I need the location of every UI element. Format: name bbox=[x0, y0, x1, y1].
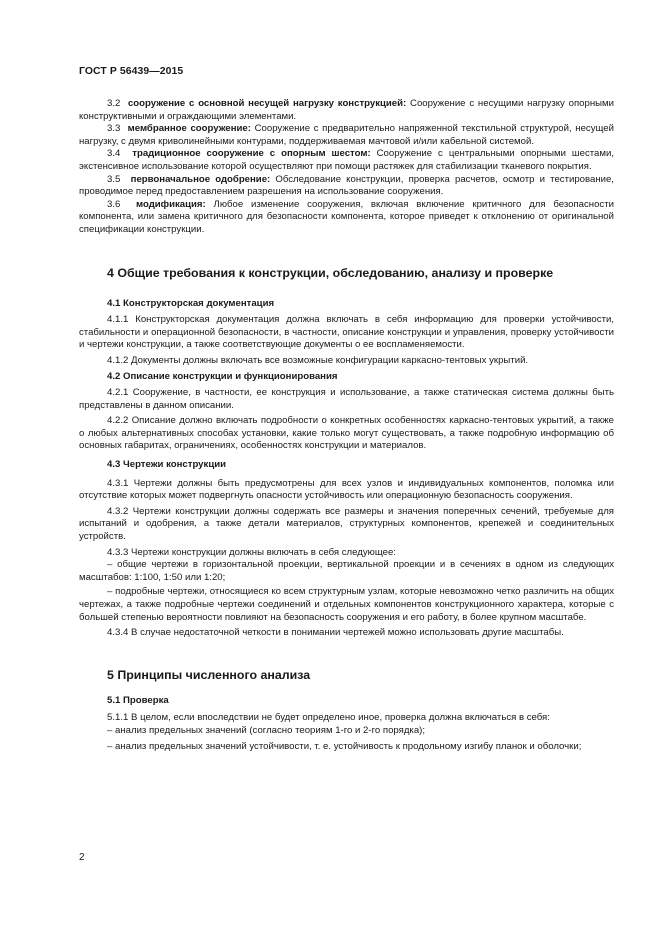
definition-3-5: 3.5 первоначальное одобрение: Обследование конструкции, проверка расчетов, осмотр и тестирование, проводимое перед предоставлением разрешения на использование сооружения. bbox=[79, 173, 614, 198]
definition-3-6: 3.6 модификация: Любое изменение сооружения, включая включение критичного для безопасности компонента, или замена критичного для безопасности компонента, которое приведет к отклонению от оригинальной спецификации конструкции. bbox=[79, 198, 614, 235]
term: первоначальное одобрение: bbox=[130, 173, 271, 185]
subsection-4-3-heading: 4.3 Чертежи конструкции bbox=[107, 459, 227, 471]
definition-3-4: 3.4 традиционное сооружение с опорным шестом: Сооружение с центральными опорными шестами, экстенсивное использование которой осуществляют при помощи растяжек для стабилизации тканевого покрытия. bbox=[79, 148, 614, 172]
paragraph-4-3-2: 4.3.2 Чертежи конструкции должны содержать все размеры и значения поперечных сечений, требуемые для испытаний и одобрения, а также детали материалов, структурных компонентов, крепежей и соединительных устройств. bbox=[79, 505, 614, 543]
definition-3-2: 3.2 сооружение с основной несущей нагрузку конструкцией: Сооружение с несущими нагрузку опорными конструктивными и ограждающими элементами. bbox=[79, 98, 614, 122]
section-5-heading: 5 Принципы численного анализа bbox=[107, 667, 311, 682]
paragraph-4-1-2: 4.1.2 Документы должны включать все возможные конфигурации каркасно-тентовых укрытий. bbox=[107, 354, 529, 366]
term: мембранное сооружение: bbox=[127, 123, 251, 135]
page-number: 2 bbox=[79, 852, 85, 863]
section-4-heading: 4 Общие требования к конструкции, обследованию, анализу и проверке bbox=[107, 265, 554, 280]
term: сооружение с основной несущей нагрузку конструкцией: bbox=[127, 98, 407, 109]
definition-3-3: 3.3 мембранное сооружение: Сооружение с предварительно напряженной текстильной структурой, несущей нагрузку, с двумя криволинейными контурами, поддерживаемая мачтовой и/или кабельной системой. bbox=[79, 123, 615, 147]
paragraph-4-3-3: 4.3.3 Чертежи конструкции должны включать в себя следующее: bbox=[107, 546, 396, 558]
list-item-4-3-3-b: – подробные чертежи, относящиеся ко всем структурным узлам, которые невозможно четко различить на общих чертежах, а также подробные чертежи соединений и отдельных компонентов конструкционного характера, которые с большей степенью вероятности повлияют на безопасность сооружения и его работу, в более крупном масштабе. bbox=[79, 586, 614, 623]
term: традиционное сооружение с опорным шестом: bbox=[132, 148, 371, 160]
term: модификация: bbox=[135, 198, 206, 210]
page-content bbox=[79, 98, 614, 753]
subsection-4-2-heading: 4.2 Описание конструкции и функционирования bbox=[107, 370, 338, 382]
paragraph-4-3-1: 4.3.1 Чертежи должны быть предусмотрены для всех узлов и индивидуальных компонентов, поломка или отсутствие которых может подвергнуть опасности устойчивость или операционную безопасность сооружения. bbox=[79, 477, 614, 502]
paragraph-5-1-1: 5.1.1 В целом, если впоследствии не будет определено иное, проверка должна включаться в себя: bbox=[107, 712, 550, 724]
subsection-5-1-heading: 5.1 Проверка bbox=[107, 694, 169, 706]
paragraph-4-3-4: 4.3.4 В случае недостаточной четкости в понимании чертежей можно использовать другие масштабы. bbox=[107, 627, 564, 639]
paragraph-4-2-1: 4.2.1 Сооружение, в частности, ее конструкция и использование, а также статическая система должны быть представлены в данном описании. bbox=[79, 387, 614, 411]
paragraph-4-2-2: 4.2.2 Описание должно включать подробности о конкретных особенностях каркасно-тентовых укрытий, а также о любых альтернативных способах установки, какие только могут существовать, а также подробную информацию об основных габаритах, ограничениях, особенностях конструкции и материалов. bbox=[79, 415, 614, 452]
subsection-4-1-heading: 4.1 Конструкторская документация bbox=[107, 297, 275, 309]
list-item-4-3-3-a: – общие чертежи в горизонтальной проекции, вертикальной проекции и в сечениях в одном из следующих масштабов: 1:100, 1:50 или 1:20; bbox=[79, 559, 614, 583]
paragraph-4-1-1: 4.1.1 Конструкторская документация должна включать в себя информацию для проверки устойчивости, стабильности и операционной безопасности, в частности, описание конструкции и управления, проверку устойчивости и чертежи конструкции, а также соответствующие документы о ее воспламеняемости. bbox=[79, 314, 614, 351]
document-code: ГОСТ Р 56439—2015 bbox=[79, 66, 184, 77]
list-item-5-1-1-a: – анализ предельных значений (согласно теориям 1-го и 2-го порядка); bbox=[107, 724, 426, 736]
list-item-5-1-1-b: – анализ предельных значений устойчивости, т. е. устойчивость к продольному изгибу планок и оболочки; bbox=[107, 740, 582, 752]
